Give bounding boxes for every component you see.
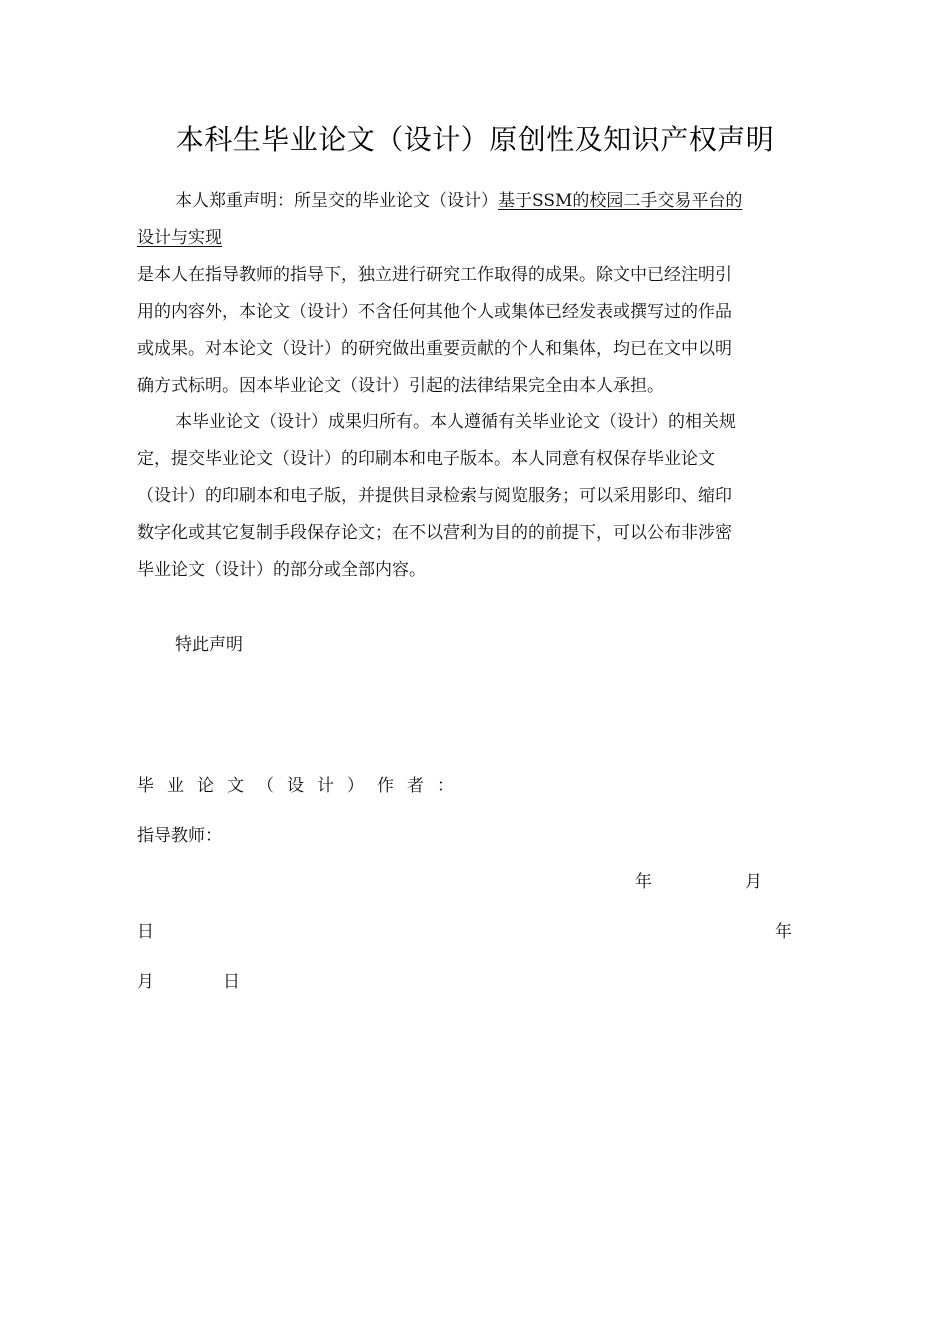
advisor-label: 指导教师： [137,826,222,846]
paragraph-line: （设计）的印刷本和电子版，并提供目录检索与阅览服务；可以采用影印、缩印 [137,486,732,506]
page-title: 本科生毕业论文（设计）原创性及知识产权声明 [175,123,775,156]
date-day-label: 日 [137,922,154,942]
author-label: 毕业论文（设计）作者： [137,776,467,796]
thesis-topic-part1: 基于SSM的校园二手交易平台的 [498,191,743,211]
statement-lead: 本人郑重声明：所呈交的毕业论文（设计） [175,191,498,211]
thesis-topic-part2: 设计与实现 [137,228,222,248]
paragraph-line: 数字化或其它复制手段保存论文；在不以营利为目的的前提下，可以公布非涉密 [137,523,732,543]
paragraph-line: 定，提交毕业论文（设计）的印刷本和电子版本。本人同意有权保存毕业论文 [137,449,715,469]
paragraph-line [137,220,815,257]
paragraph-originality [137,183,815,405]
date-year-label: 年 [635,872,652,892]
paragraph-line: 或成果。对本论文（设计）的研究做出重要贡献的个人和集体，均已在文中以明 [137,339,732,359]
paragraph-line: 用的内容外，本论文（设计）不含任何其他个人或集体已经发表或撰写过的作品 [137,302,732,322]
declaration-text: 特此声明 [175,635,243,655]
paragraph-line: 确方式标明。因本毕业论文（设计）引起的法律结果完全由本人承担。 [137,376,664,396]
paragraph-line [137,183,815,220]
paragraph-line: 是本人在指导教师的指导下，独立进行研究工作取得的成果。除文中已经注明引 [137,265,732,285]
date-year-label: 年 [775,922,792,942]
paragraph-line: 毕业论文（设计）的部分或全部内容。 [137,560,426,580]
date-day-label: 日 [223,972,240,992]
paragraph-line: 本毕业论文（设计）成果归所有。本人遵循有关毕业论文（设计）的相关规 [175,412,736,432]
date-month-label: 月 [745,872,762,892]
date-month-label: 月 [137,972,154,992]
paragraph-copyright [137,404,815,589]
